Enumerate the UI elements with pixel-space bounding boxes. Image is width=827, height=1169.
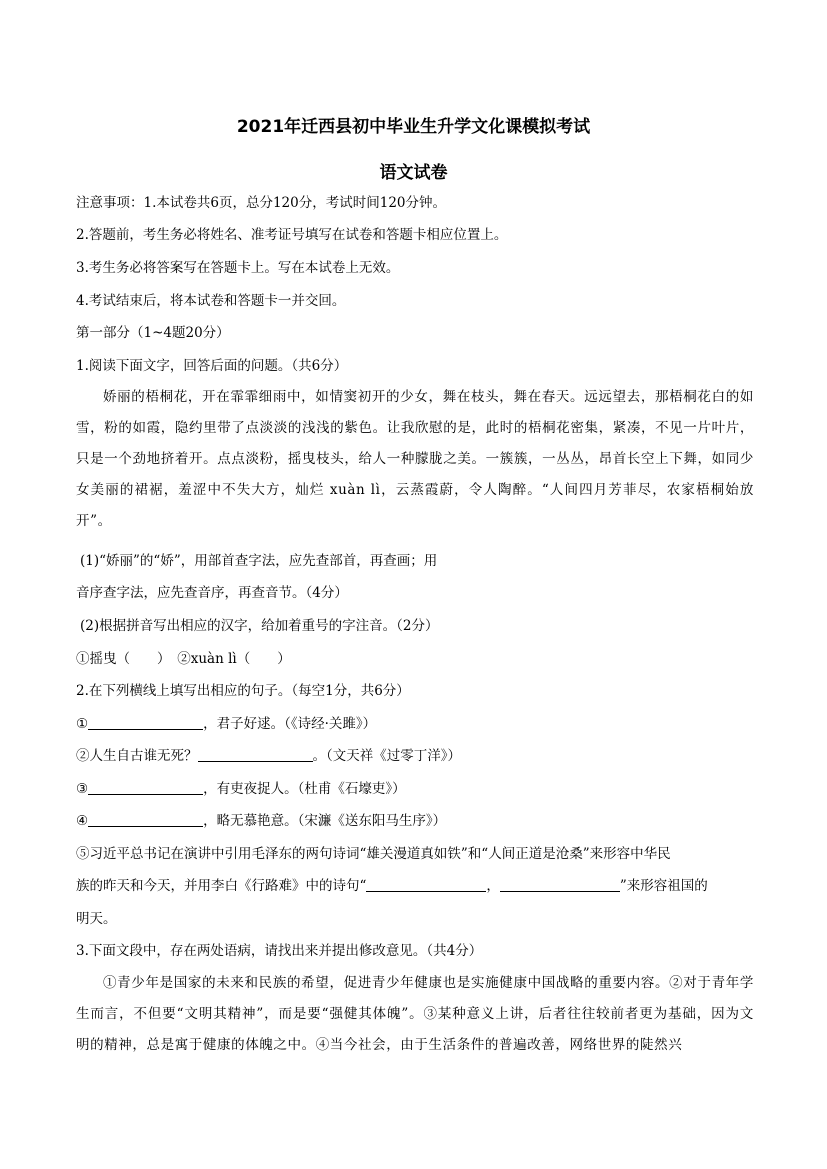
q2-prompt: 2.在下列横线上填写出相应的句子。（每空1分，共6分） xyxy=(76,683,410,699)
q2-item1 xyxy=(76,714,376,734)
q2-item3-text: ，有吏夜捉人。（杜甫《石壕吏》） xyxy=(203,781,406,797)
q2-item5-blank-1[interactable] xyxy=(366,877,486,892)
q2-item5-line2 xyxy=(76,876,708,896)
q2-item3-blank[interactable] xyxy=(88,780,203,795)
exam-subtitle: 语文试卷 xyxy=(379,163,448,183)
q1-sub2-items: ①摇曳（ ） ②xuàn lì（ ） xyxy=(76,651,291,667)
q2-item2 xyxy=(76,746,461,766)
q2-item5-mid: ， xyxy=(486,878,500,894)
q2-item1-text: ，君子好逑。（《诗经·关雎》） xyxy=(203,716,377,732)
note-2: 2.答题前，考生务必将姓名、准考证号填写在试卷和答题卡相应位置上。 xyxy=(76,227,508,243)
note-3: 3.考生务必将答案写在答题卡上。写在本试卷上无效。 xyxy=(76,260,400,276)
part1-heading: 第一部分（1~4题20分） xyxy=(76,325,230,341)
note-1: 注意事项：1.本试卷共6页，总分120分，考试时间120分钟。 xyxy=(76,195,447,211)
q2-item5-post: ”来形容祖国的 xyxy=(619,878,708,894)
q1-sub2: (2)根据拼音写出相应的汉字，给加着重号的字注音。（2分） xyxy=(80,618,439,634)
q2-item1-blank[interactable] xyxy=(88,715,203,730)
q2-item4-num: ④ xyxy=(76,813,89,829)
q3-passage: ①青少年是国家的未来和民族的希望，促进青少年健康也是实施健康中国战略的重要内容。②对于青年学生而言，不但要“文明其精神”，而是要“强健其体魄”。③某种意义上讲，后者往往较前者更为基础，因为文明的精神，总是寓于健康的体魄之中。④当今社会，由于生活条件的普遍改善，网络世界的陡然兴 xyxy=(76,975,754,1053)
q2-item1-num: ① xyxy=(76,716,89,732)
q1-sub1-line1: (1)“娇丽”的“娇”，用部首查字法，应先查部首，再查画；用 xyxy=(80,553,438,569)
q3-prompt: 3.下面文段中，存在两处语病，请找出来并提出修改意见。（共4分） xyxy=(76,943,483,959)
q1-prompt: 1.阅读下面文字，回答后面的问题。（共6分） xyxy=(76,358,348,374)
q2-item4 xyxy=(76,811,446,831)
q1-passage: 娇丽的梧桐花，开在霏霏细雨中，如情窦初开的少女，舞在枝头，舞在春天。远远望去，那梧桐花白的如雪，粉的如霞，隐约里带了点淡淡的浅浅的紫色。让我欣慰的是，此时的梧桐花密集，紧凑，不见一片叶片，只是一个劲地挤着开。点点淡粉，摇曳枝头，给人一种朦胧之美。一簇簇，一丛丛，昂首长空上下舞，如同少女美丽的裙裾，羞涩中不失大方，灿烂 xuàn lì，云蒸霞蔚，令人陶醉。“人间四月芳菲尽，农家梧桐始放开”。 xyxy=(76,389,754,529)
q2-item3-num: ③ xyxy=(76,781,89,797)
q2-item3 xyxy=(76,779,406,799)
q2-item2-post: 。（文天祥《过零丁洋》） xyxy=(312,748,461,764)
exam-title: 2021年迁西县初中毕业生升学文化课模拟考试 xyxy=(236,117,591,137)
note-4: 4.考试结束后，将本试卷和答题卡一并交回。 xyxy=(76,293,346,309)
q2-item5-line1: ⑤习近平总书记在演讲中引用毛泽东的两句诗词“雄关漫道真如铁”和“人间正道是沧桑”来形容中华民 xyxy=(76,846,671,862)
q2-item2-pre: ②人生自古谁无死？ xyxy=(76,748,198,764)
q2-item4-text: ，略无慕艳意。（宋濂《送东阳马生序》） xyxy=(203,813,447,829)
q1-sub1-line2: 音序查字法，应先查音序，再查音节。（4分） xyxy=(76,585,348,601)
q2-item4-blank[interactable] xyxy=(88,812,203,827)
q2-item5-line3: 明天。 xyxy=(76,911,117,927)
q2-item5-blank-2[interactable] xyxy=(500,877,620,892)
q2-item5-pre: 族的昨天和今天，并用李白《行路难》中的诗句“ xyxy=(76,878,367,894)
q2-item2-blank[interactable] xyxy=(198,747,313,762)
